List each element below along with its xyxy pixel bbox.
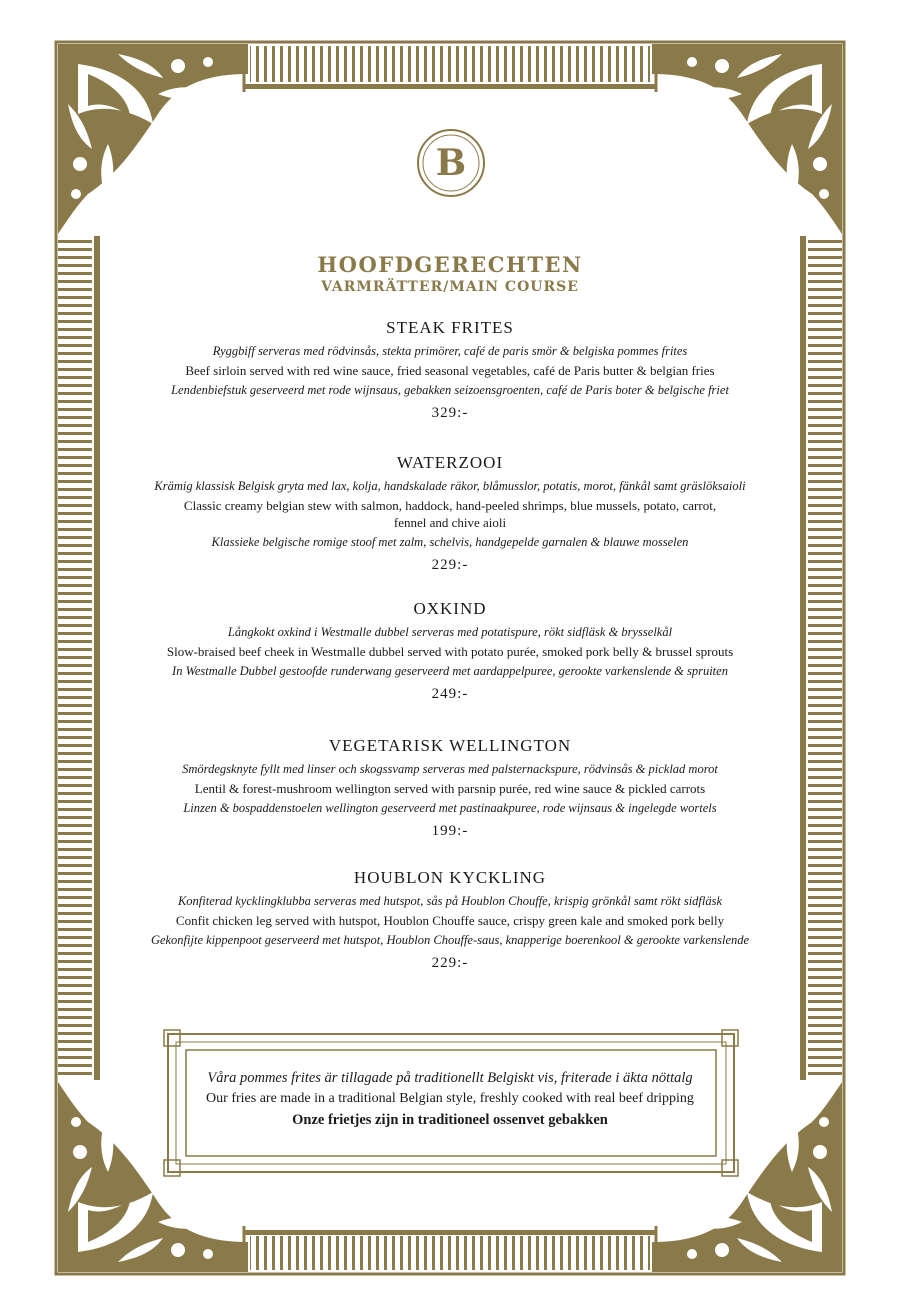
dish-description-en: Classic creamy belgian stew with salmon, haddock, hand-peeled shrimps, blue mussels, potato, carrot, fennel and chive aioli xyxy=(183,498,717,530)
dish-description-en: Lentil & forest-mushroom wellington served with parsnip purée, red wine sauce & pickled carrots xyxy=(194,781,706,796)
dish-description-en: Slow-braised beef cheek in Westmalle dubbel served with potato purée, smoked pork belly & brussel sprouts xyxy=(166,644,734,659)
dish-price: 229:- xyxy=(431,955,469,971)
dish-name: OXKIND xyxy=(413,599,487,618)
dish-description-nl: Klassieke belgische romige stoof met zalm, schelvis, handgepelde garnalen & blauwe mosselen xyxy=(211,535,689,549)
dish-name: WATERZOOI xyxy=(396,453,504,472)
dish-description-sv: Smördegsknyte fyllt med linser och skogssvamp serveras med palsternackspure, rödvinsås & picklad morot xyxy=(182,762,718,776)
fries-note-sv: Våra pommes frites är tillagade på traditionellt Belgiskt vis, friterade i äkta nöttalg xyxy=(207,1070,693,1086)
dish-description-nl: Gekonfijte kippenpoot geserveerd met hutspot, Houblon Chouffe-saus, knapperige boerenkool & gerookte varkenslende xyxy=(150,933,750,947)
menu-title: HOOFDGERECHTEN xyxy=(317,252,583,277)
dish-oxkind xyxy=(130,599,770,703)
dish-description-sv: Långkokt oxkind i Westmalle dubbel serveras med potatispure, rökt sidfläsk & brysselkål xyxy=(227,625,673,639)
dish-houblon-kyckling xyxy=(130,868,770,972)
menu-subtitle: VARMRÄTTER/MAIN COURSE xyxy=(321,279,579,295)
fries-note-en: Our fries are made in a traditional Belgian style, freshly cooked with real beef dripping xyxy=(206,1091,694,1106)
fries-note-nl: Onze frietjes zijn in traditioneel ossenvet gebakken xyxy=(292,1112,608,1128)
dish-description-nl: Lendenbiefstuk geserveerd met rode wijnsaus, gebakken seizoensgroenten, café de Paris boter & belgische friet xyxy=(171,383,729,397)
dish-description-en: Beef sirloin served with red wine sauce, fried seasonal vegetables, café de Paris butter & belgian fries xyxy=(185,363,715,378)
dish-price: 249:- xyxy=(431,686,469,702)
dish-name: STEAK FRITES xyxy=(386,318,514,337)
dish-price: 329:- xyxy=(431,405,469,421)
dish-description-sv: Krämig klassisk Belgisk gryta med lax, kolja, handskalade räkor, blåmusslor, potatis, morot, fänkål samt gräslöksaioli xyxy=(154,479,746,493)
dish-name: VEGETARISK WELLINGTON xyxy=(328,736,572,755)
dish-price: 199:- xyxy=(431,823,469,839)
dish-description-sv: Konfiterad kycklingklubba serveras med hutspot, sås på Houblon Chouffe, krispig grönkål samt rökt sidfläsk xyxy=(177,894,723,908)
dish-description-sv: Ryggbiff serveras med rödvinsås, stekta primörer, café de paris smör & belgiska pommes frites xyxy=(212,344,688,358)
dish-description-nl: In Westmalle Dubbel gestoofde runderwang geserveerd met aardappelpuree, gerookte varkenslende & spruiten xyxy=(172,664,728,678)
dish-vegetarisk-wellington xyxy=(130,736,770,840)
fries-note xyxy=(170,1068,730,1131)
dish-steak-frites xyxy=(130,318,770,422)
dish-name: HOUBLON KYCKLING xyxy=(353,868,547,887)
dish-description-nl: Linzen & bospaddenstoelen wellington geserveerd met pastinaakpuree, rode wijnsaus & ingelegde wortels xyxy=(183,801,717,815)
dish-waterzooi xyxy=(130,453,770,574)
dish-price: 229:- xyxy=(431,557,469,573)
monogram-b-icon: B xyxy=(435,142,467,184)
dish-description-en: Confit chicken leg served with hutspot, Houblon Chouffe sauce, crispy green kale and smoked pork belly xyxy=(175,913,725,928)
